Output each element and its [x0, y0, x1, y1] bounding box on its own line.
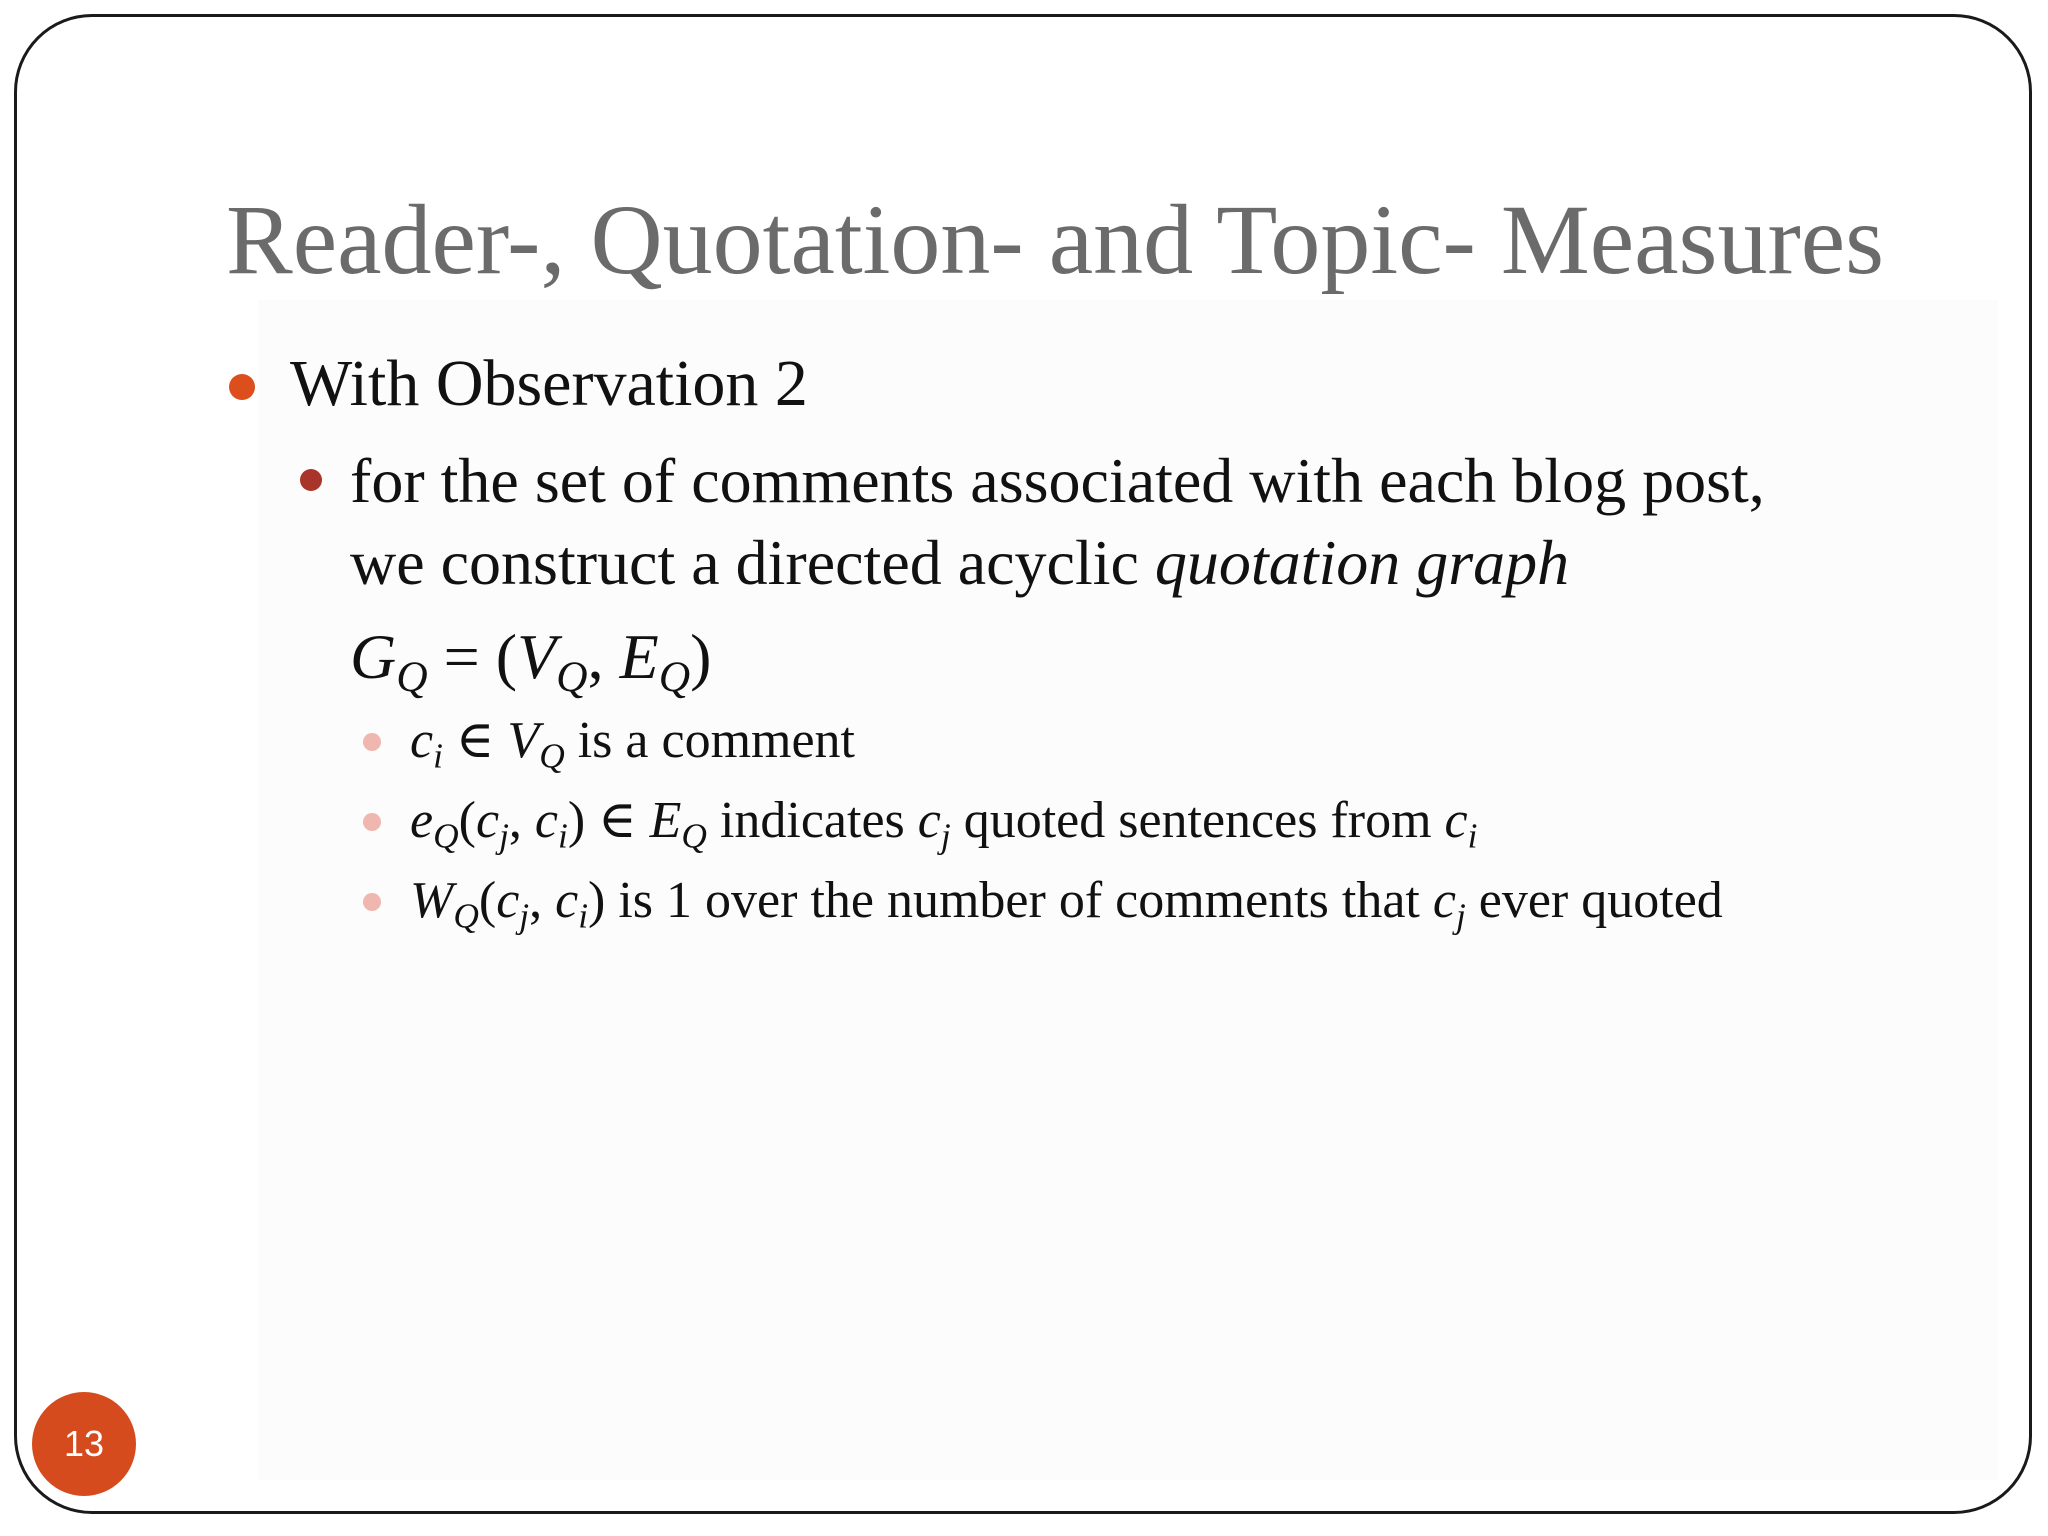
level2-emphasis: quotation graph: [1154, 527, 1570, 598]
formula-v: V: [517, 621, 557, 692]
formula-e: E: [619, 621, 659, 692]
bullet-level3-item: $e_Q(c_j$, $c_i$) ∈ $E_Q$ indicates $c_j$ quoted sentences from $c_i$: [410, 792, 1478, 856]
bullet-level1-text: With Observation 2: [290, 347, 808, 420]
formula-e-sub: Q: [658, 653, 691, 702]
bullet-level1-icon: [229, 374, 255, 400]
formula-comma: ,: [587, 621, 620, 692]
bullet-level3-item: $c_i$ ∈ $V_Q$ is a comment: [410, 712, 855, 776]
bullet-level3-icon: [363, 893, 381, 911]
level2-line1: for the set of comments associated with each blog post,: [350, 445, 1765, 516]
formula-close: ): [690, 621, 712, 692]
bullet-level3-icon: [363, 733, 381, 751]
formula-g: G: [350, 621, 397, 692]
bullet-level3-icon: [363, 813, 381, 831]
formula-g-sub: Q: [396, 653, 428, 702]
bullet-level2-text: [350, 440, 1970, 604]
level2-line2-prefix: we construct a directed acyclic: [350, 527, 1155, 598]
graph-formula: [350, 616, 712, 702]
slide-title: Reader-, Quotation- and Topic- Measures: [226, 184, 1885, 295]
page-number-badge: 13: [32, 1392, 136, 1496]
bullet-level3-item: $W_Q(c_j$, $c_i$) is 1 over the number of comments that $c_j$ ever quoted: [410, 872, 1723, 936]
formula-v-sub: Q: [556, 653, 588, 702]
formula-eq: = (: [427, 621, 518, 692]
bullet-level2-icon: [300, 469, 322, 491]
